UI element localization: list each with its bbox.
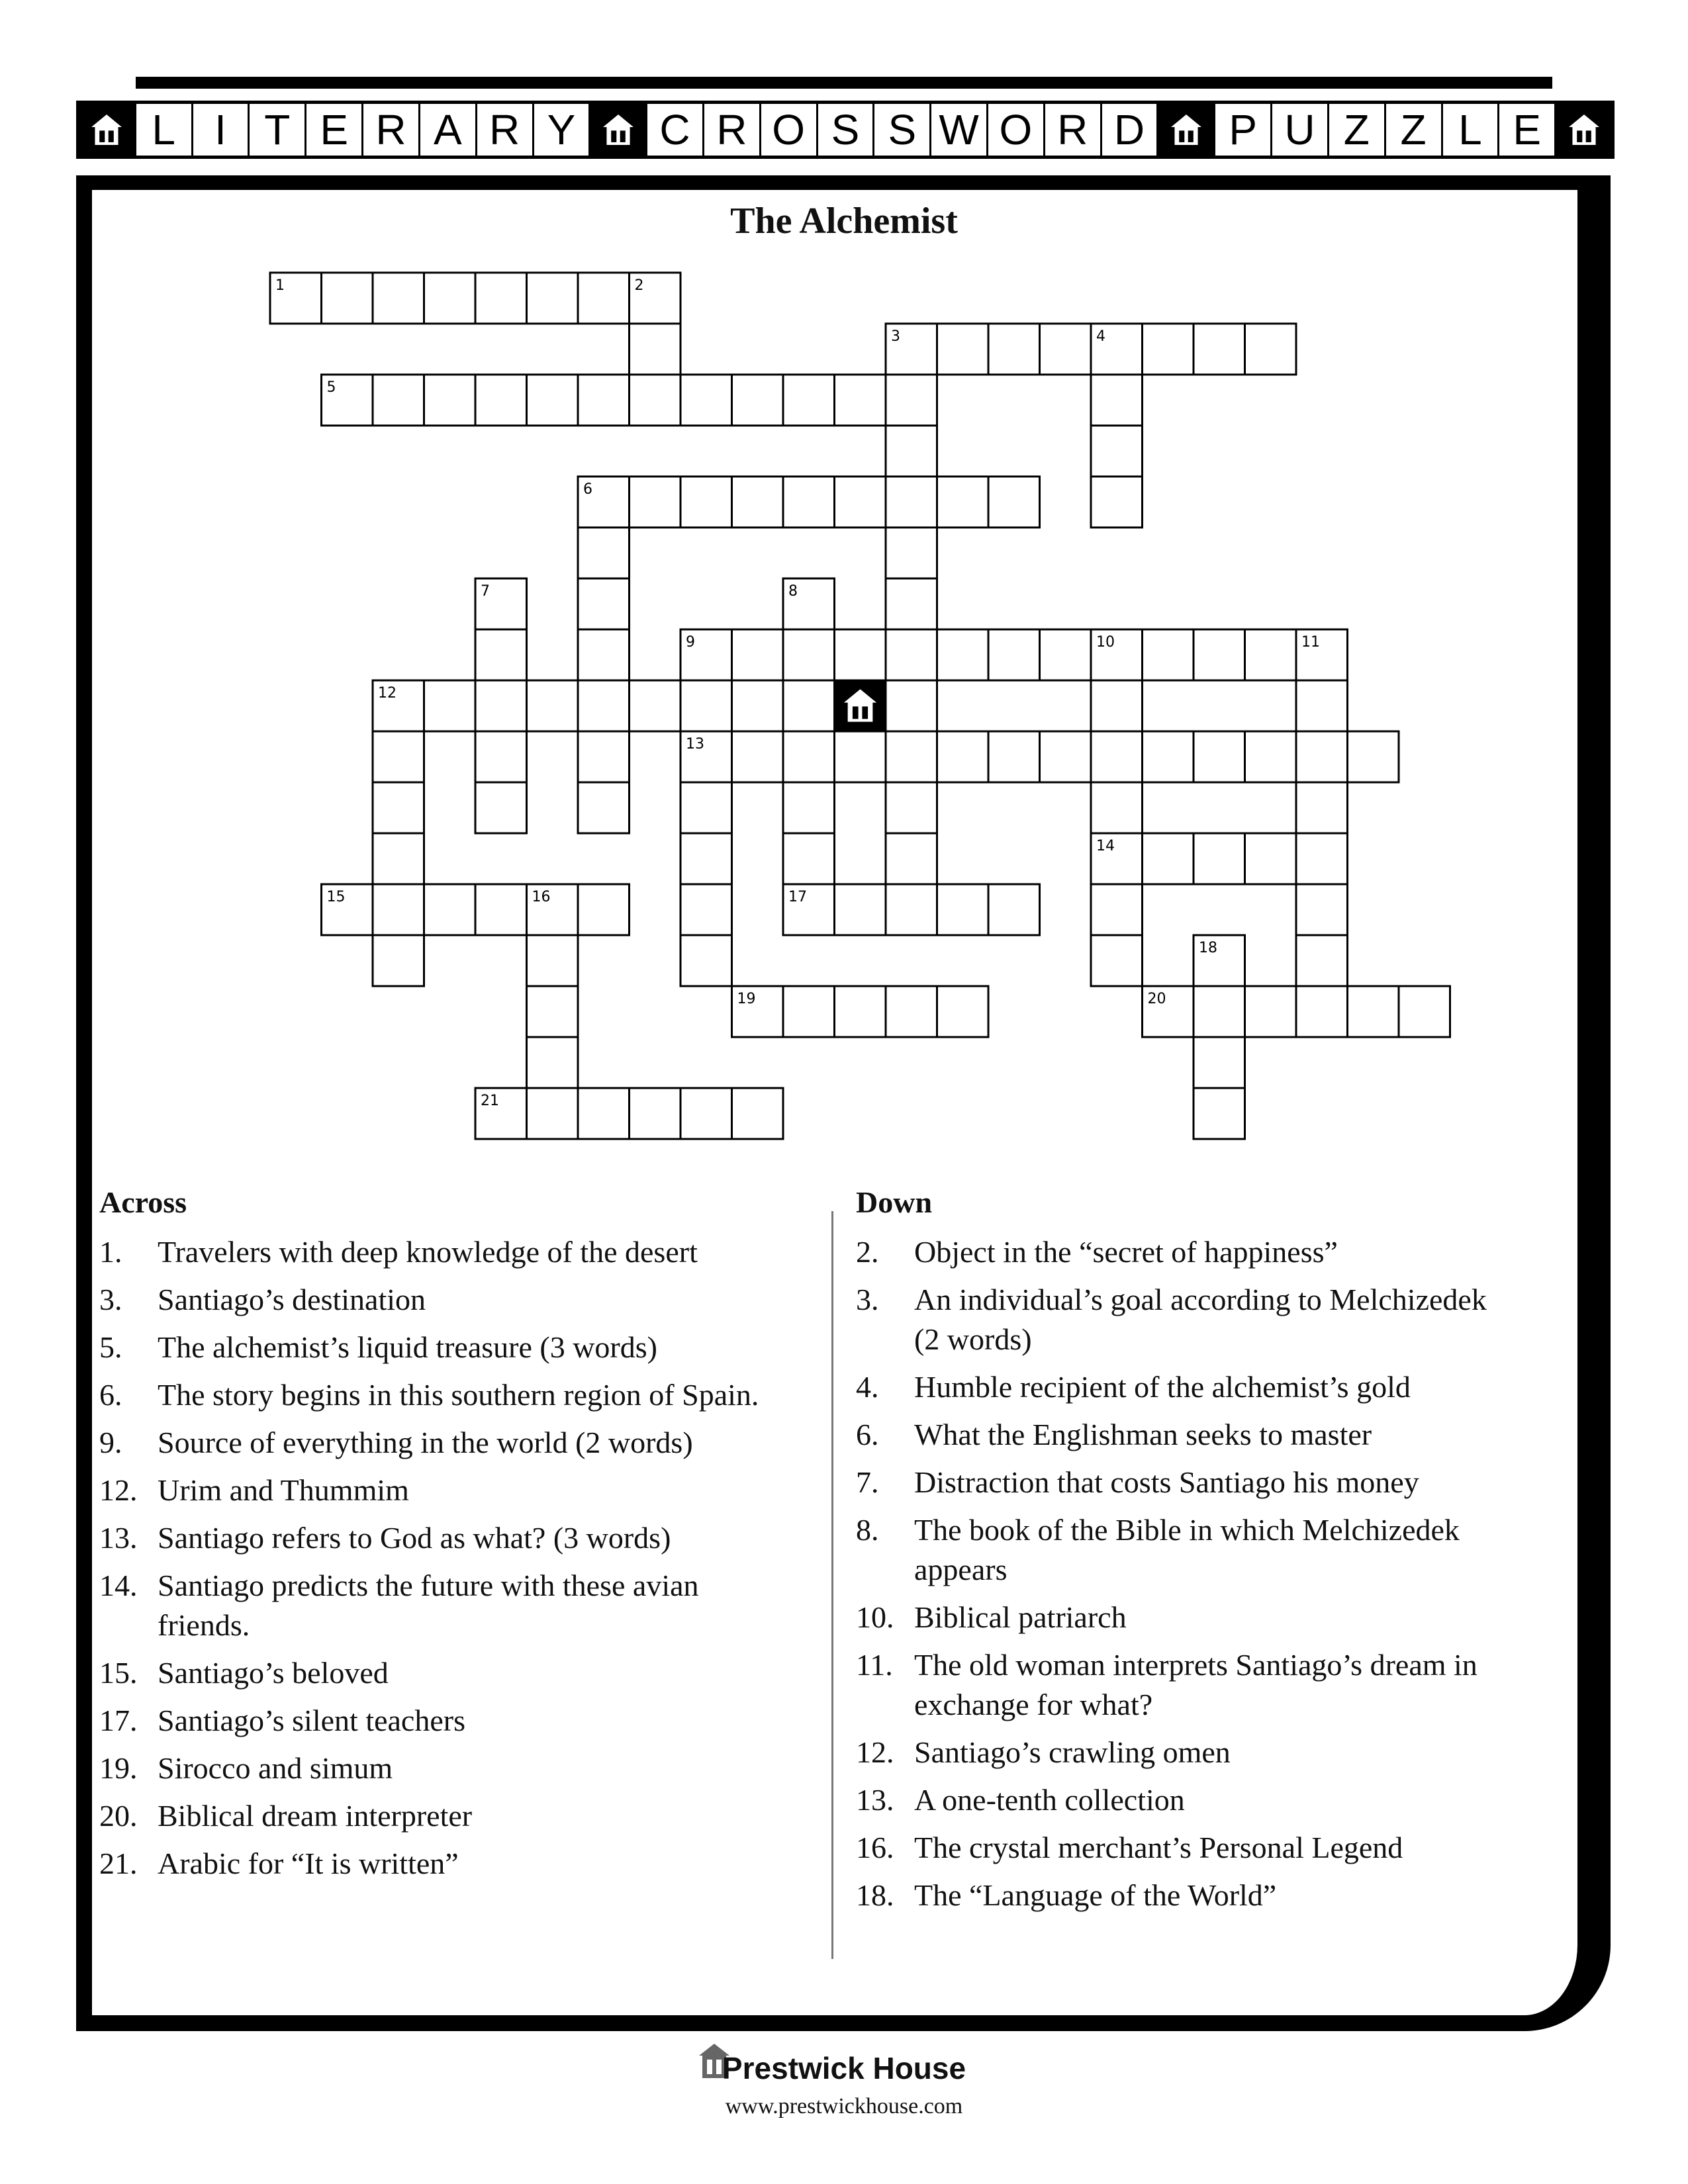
grid-cell[interactable] (630, 324, 681, 375)
grid-cell[interactable] (578, 680, 630, 731)
clue-item (99, 1749, 814, 1788)
grid-cell[interactable] (783, 375, 835, 426)
grid-cell[interactable] (578, 527, 630, 578)
grid-cell[interactable] (783, 986, 835, 1037)
grid-cell[interactable] (578, 375, 630, 426)
grid-cell[interactable] (886, 884, 937, 935)
clue-item (99, 1328, 814, 1367)
clue-item (99, 1423, 814, 1463)
grid-cell[interactable] (1296, 680, 1348, 731)
grid-cell[interactable] (835, 884, 886, 935)
clue-text: The “Language of the World” (914, 1878, 1277, 1912)
banner-letter: O (761, 104, 818, 156)
clue-item (99, 1375, 814, 1415)
cell-number: 4 (1096, 328, 1105, 345)
clue-item (856, 1463, 1571, 1502)
grid-cell[interactable] (1245, 629, 1297, 680)
grid-cell[interactable] (1091, 935, 1143, 986)
clue-item (856, 1320, 1571, 1359)
clue-item (856, 1828, 1571, 1868)
grid-cell[interactable] (630, 375, 681, 426)
grid-cell[interactable] (783, 782, 835, 833)
clue-text: Santiago’s destination (158, 1283, 426, 1316)
clue-item (856, 1550, 1571, 1590)
grid-cell[interactable] (1143, 629, 1194, 680)
footer-url: www.prestwickhouse.com (725, 2094, 963, 2118)
grid-cell[interactable] (783, 629, 835, 680)
grid-cell[interactable] (988, 731, 1040, 782)
grid-cell[interactable] (1245, 324, 1297, 375)
clue-text: Santiago refers to God as what? (3 words) (158, 1521, 671, 1555)
banner-letter: U (1272, 104, 1329, 156)
banner-letter: C (647, 104, 704, 156)
grid-cell[interactable] (373, 833, 424, 884)
grid-cell[interactable] (1194, 629, 1245, 680)
grid-cell[interactable] (937, 731, 989, 782)
clue-text: (2 words) (914, 1322, 1032, 1356)
grid-cell[interactable] (886, 426, 937, 477)
clue-number: 10. (856, 1600, 894, 1634)
grid-cell[interactable] (373, 375, 424, 426)
grid-cell[interactable] (1194, 731, 1245, 782)
grid-cell[interactable] (475, 629, 527, 680)
grid-cell[interactable] (732, 1088, 784, 1139)
grid-cell[interactable] (732, 375, 784, 426)
clue-text: The book of the Bible in which Melchizedek (914, 1513, 1460, 1547)
clue-text: Santiago’s beloved (158, 1656, 389, 1690)
grid-cell[interactable] (1194, 1088, 1245, 1139)
grid-cell[interactable] (732, 629, 784, 680)
banner-letter: S (874, 104, 931, 156)
cell-number: 2 (634, 277, 644, 294)
cell-number: 19 (737, 991, 756, 1007)
grid-cell[interactable] (424, 375, 476, 426)
grid-cell[interactable] (1296, 935, 1348, 986)
clue-text: The alchemist’s liquid treasure (3 words) (158, 1330, 657, 1364)
cell-number: 9 (686, 634, 695, 651)
grid-cell[interactable] (424, 273, 476, 324)
grid-cell[interactable] (1296, 833, 1348, 884)
clue-text: appears (914, 1553, 1008, 1586)
clue-text: Biblical dream interpreter (158, 1799, 473, 1833)
grid-cell[interactable] (527, 375, 579, 426)
grid-cell[interactable] (578, 884, 630, 935)
banner-letter: D (1102, 104, 1159, 156)
banner-letter: R (363, 104, 420, 156)
grid-cell[interactable] (1040, 629, 1092, 680)
grid-cell[interactable] (1245, 833, 1297, 884)
grid-cell[interactable] (1399, 986, 1450, 1037)
clue-number: 2. (856, 1235, 879, 1269)
banner-letter: E (1499, 104, 1556, 156)
banner-letter: T (250, 104, 306, 156)
cell-number: 3 (891, 328, 900, 345)
grid-cell[interactable] (1296, 782, 1348, 833)
clue-number: 6. (856, 1418, 879, 1451)
grid-cell[interactable] (1194, 833, 1245, 884)
cell-number: 18 (1199, 940, 1217, 956)
grid-cell[interactable] (578, 782, 630, 833)
clue-text: Sirocco and simum (158, 1751, 393, 1785)
banner-letter: R (1045, 104, 1102, 156)
grid-cell[interactable] (680, 680, 732, 731)
grid-cell[interactable] (527, 680, 579, 731)
grid-cell[interactable] (373, 273, 424, 324)
grid-cell[interactable] (475, 375, 527, 426)
grid-cell[interactable] (1194, 1037, 1245, 1088)
grid-cell[interactable] (937, 986, 989, 1037)
banner-letter: L (1443, 104, 1500, 156)
grid-cell[interactable] (886, 375, 937, 426)
grid-cell[interactable] (475, 731, 527, 782)
clue-text: Santiago predicts the future with these avian (158, 1569, 699, 1602)
grid-cell[interactable] (527, 273, 579, 324)
grid-cell[interactable] (886, 629, 937, 680)
clue-item (99, 1796, 814, 1836)
clue-number: 3. (856, 1283, 879, 1316)
clue-item (856, 1510, 1571, 1550)
clue-number: 1. (99, 1235, 122, 1269)
clue-text: The old woman interprets Santiago’s dream in (914, 1648, 1477, 1682)
grid-cell[interactable] (1348, 731, 1399, 782)
grid-cell[interactable] (937, 477, 989, 527)
footer-brand: Prestwick House (722, 2051, 966, 2085)
clue-number: 4. (856, 1370, 879, 1404)
grid-cell[interactable] (783, 477, 835, 527)
clue-text: exchange for what? (914, 1688, 1153, 1721)
grid-cell[interactable] (475, 680, 527, 731)
cell-number: 11 (1301, 634, 1320, 651)
cell-number: 12 (378, 685, 397, 702)
banner-letter: E (306, 104, 363, 156)
grid-cell[interactable] (680, 935, 732, 986)
clue-text: Biblical patriarch (914, 1600, 1127, 1634)
clue-item (99, 1518, 814, 1558)
clue-number: 18. (856, 1878, 894, 1912)
grid-cell[interactable] (1143, 731, 1194, 782)
grid-cell[interactable] (373, 782, 424, 833)
cell-number: 21 (481, 1093, 499, 1109)
grid-cell[interactable] (988, 884, 1040, 935)
grid-cell[interactable] (1245, 731, 1297, 782)
banner-letter: I (193, 104, 250, 156)
grid-cell[interactable] (1040, 731, 1092, 782)
grid-cell[interactable] (527, 986, 579, 1037)
clue-text: An individual’s goal according to Melchizedek (914, 1283, 1487, 1316)
clue-number: 20. (99, 1799, 138, 1833)
grid-cell[interactable] (578, 629, 630, 680)
grid-cell[interactable] (1296, 986, 1348, 1037)
clue-number: 3. (99, 1283, 122, 1316)
clue-item (99, 1844, 814, 1884)
grid-cell[interactable] (886, 680, 937, 731)
grid-cell[interactable] (424, 884, 476, 935)
cell-number: 1 (275, 277, 285, 294)
grid-cell[interactable] (732, 680, 784, 731)
grid-cell[interactable] (886, 527, 937, 578)
puzzle-title: The Alchemist (730, 201, 958, 242)
cell-number: 6 (583, 481, 592, 498)
clue-number: 14. (99, 1569, 138, 1602)
clue-text: A one-tenth collection (914, 1783, 1185, 1817)
grid-cell[interactable] (1091, 782, 1143, 833)
banner-letter: L (136, 104, 193, 156)
grid-cell[interactable] (732, 731, 784, 782)
clue-item (99, 1653, 814, 1693)
clue-text: Source of everything in the world (2 words) (158, 1426, 693, 1459)
grid-cell[interactable] (886, 986, 937, 1037)
column-divider (831, 1211, 833, 1959)
clue-number: 12. (99, 1473, 138, 1507)
grid-cell[interactable] (1194, 986, 1245, 1037)
banner-letter: Z (1386, 104, 1443, 156)
clue-number: 16. (856, 1831, 894, 1864)
clue-item (856, 1876, 1571, 1915)
grid-cell[interactable] (1091, 477, 1143, 527)
grid-cell[interactable] (578, 578, 630, 629)
grid-cell[interactable] (527, 935, 579, 986)
grid-cell[interactable] (475, 782, 527, 833)
grid-cell[interactable] (937, 629, 989, 680)
clue-item (99, 1280, 814, 1320)
across-heading: Across (99, 1185, 187, 1219)
grid-cell[interactable] (578, 731, 630, 782)
grid-cell[interactable] (527, 1088, 579, 1139)
grid-cell[interactable] (835, 731, 886, 782)
banner-letter: R (704, 104, 761, 156)
clue-item (856, 1780, 1571, 1820)
cell-number: 16 (532, 889, 551, 905)
clue-number: 13. (856, 1783, 894, 1817)
clue-text: Humble recipient of the alchemist’s gold (914, 1370, 1411, 1404)
grid-cell[interactable] (886, 782, 937, 833)
grid-cell[interactable] (835, 986, 886, 1037)
grid-cell[interactable] (1194, 324, 1245, 375)
clue-number: 9. (99, 1426, 122, 1459)
grid-cell[interactable] (373, 884, 424, 935)
clue-number: 7. (856, 1465, 879, 1499)
grid-cell[interactable] (475, 884, 527, 935)
clue-item (856, 1415, 1571, 1455)
grid-cell[interactable] (1348, 986, 1399, 1037)
clue-text: Santiago’s crawling omen (914, 1735, 1231, 1769)
clue-text: What the Englishman seeks to master (914, 1418, 1372, 1451)
grid-cell[interactable] (783, 731, 835, 782)
grid-cell[interactable] (1296, 731, 1348, 782)
clue-item (99, 1566, 814, 1606)
banner-letter: O (988, 104, 1045, 156)
grid-cell[interactable] (373, 731, 424, 782)
grid-cell[interactable] (578, 273, 630, 324)
grid-cell[interactable] (988, 324, 1040, 375)
grid-cell[interactable] (1143, 833, 1194, 884)
grid-cell[interactable] (835, 477, 886, 527)
grid-cell[interactable] (886, 578, 937, 629)
grid-cell[interactable] (630, 680, 681, 731)
clue-text: The story begins in this southern region of Spain. (158, 1378, 759, 1412)
grid-cell[interactable] (988, 477, 1040, 527)
grid-cell[interactable] (1091, 680, 1143, 731)
clue-text: Distraction that costs Santiago his money (914, 1465, 1419, 1499)
down-heading: Down (856, 1185, 933, 1219)
clue-number: 11. (856, 1648, 893, 1682)
clue-number: 21. (99, 1846, 138, 1880)
grid-cell[interactable] (680, 782, 732, 833)
banner-letter: Y (534, 104, 591, 156)
cell-number: 15 (326, 889, 346, 905)
banner-letter: A (420, 104, 477, 156)
cell-number: 8 (788, 583, 798, 600)
grid-cell[interactable] (578, 1088, 630, 1139)
clue-text: Travelers with deep knowledge of the desert (158, 1235, 698, 1269)
banner-letter: S (818, 104, 875, 156)
clue-item (856, 1280, 1571, 1320)
grid-cell[interactable] (1091, 426, 1143, 477)
grid-cell[interactable] (835, 629, 886, 680)
grid-cell[interactable] (680, 833, 732, 884)
clue-item (99, 1232, 814, 1272)
grid-cell[interactable] (424, 680, 476, 731)
clue-item (856, 1367, 1571, 1407)
clue-item (856, 1733, 1571, 1772)
clue-item (856, 1645, 1571, 1685)
clue-number: 15. (99, 1656, 138, 1690)
grid-cell[interactable] (937, 884, 989, 935)
clue-item (856, 1598, 1571, 1637)
cell-number: 20 (1147, 991, 1166, 1007)
clue-number: 12. (856, 1735, 894, 1769)
grid-cell[interactable] (1091, 375, 1143, 426)
grid-cell[interactable] (732, 477, 784, 527)
clue-item (856, 1685, 1571, 1725)
clue-text: The crystal merchant’s Personal Legend (914, 1831, 1403, 1864)
grid-cell[interactable] (1091, 731, 1143, 782)
grid-cell[interactable] (937, 324, 989, 375)
cell-number: 10 (1096, 634, 1115, 651)
grid-cell[interactable] (886, 833, 937, 884)
clue-number: 5. (99, 1330, 122, 1364)
grid-cell[interactable] (1091, 884, 1143, 935)
clue-text: Object in the “secret of happiness” (914, 1235, 1338, 1269)
cell-number: 14 (1096, 838, 1115, 854)
clue-text: Arabic for “It is written” (158, 1846, 459, 1880)
clue-item (99, 1471, 814, 1510)
cell-number: 7 (481, 583, 490, 600)
clue-number: 6. (99, 1378, 122, 1412)
grid-cell[interactable] (527, 1037, 579, 1088)
banner-letter: Z (1329, 104, 1386, 156)
grid-cell[interactable] (886, 731, 937, 782)
cell-number: 5 (326, 379, 336, 396)
grid-cell[interactable] (630, 1088, 681, 1139)
banner-letter: W (931, 104, 988, 156)
grid-cell[interactable] (373, 935, 424, 986)
grid-cell[interactable] (680, 884, 732, 935)
banner-letter: P (1215, 104, 1272, 156)
grid-cell[interactable] (322, 273, 373, 324)
clue-number: 13. (99, 1521, 138, 1555)
grid-cell[interactable] (1040, 324, 1092, 375)
grid-cell[interactable] (475, 273, 527, 324)
grid-cell[interactable] (1143, 324, 1194, 375)
cell-number: 13 (686, 736, 704, 752)
clue-number: 19. (99, 1751, 138, 1785)
grid-cell[interactable] (680, 477, 732, 527)
grid-cell[interactable] (783, 680, 835, 731)
cell-number: 17 (788, 889, 807, 905)
grid-cell[interactable] (886, 477, 937, 527)
clue-item (99, 1606, 814, 1645)
clue-text: Urim and Thummim (158, 1473, 409, 1507)
grid-cell[interactable] (1296, 884, 1348, 935)
grid-cell[interactable] (630, 477, 681, 527)
clue-number: 8. (856, 1513, 879, 1547)
grid-cell[interactable] (680, 375, 732, 426)
clue-item (99, 1701, 814, 1741)
clue-text: Santiago’s silent teachers (158, 1704, 465, 1737)
grid-cell[interactable] (783, 833, 835, 884)
clue-item (856, 1232, 1571, 1272)
clue-number: 17. (99, 1704, 138, 1737)
clue-text: friends. (158, 1608, 250, 1642)
grid-cell[interactable] (680, 1088, 732, 1139)
banner-letter: R (477, 104, 534, 156)
grid-cell[interactable] (835, 375, 886, 426)
grid-cell[interactable] (988, 629, 1040, 680)
grid-cell[interactable] (1245, 986, 1297, 1037)
